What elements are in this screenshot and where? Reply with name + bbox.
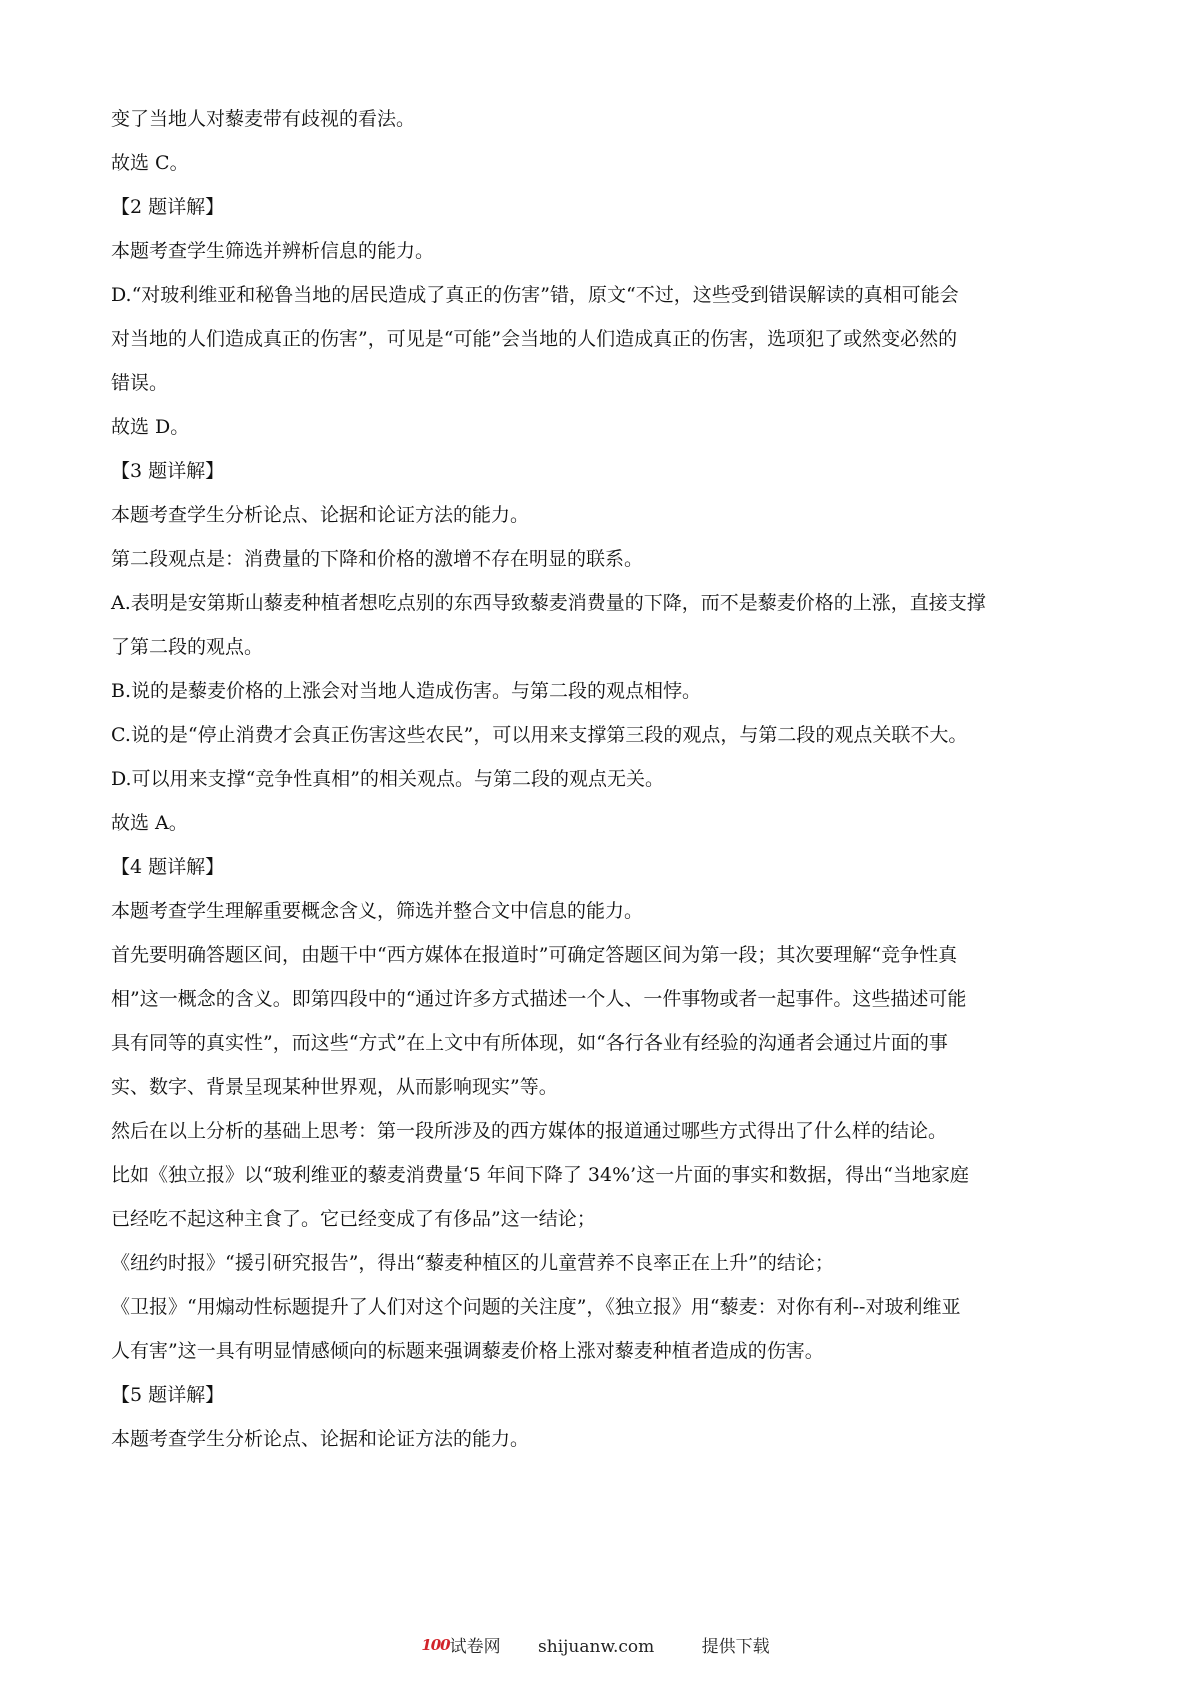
footer-brand[interactable]	[421, 1632, 500, 1657]
text-line: 故选 D。	[111, 416, 190, 438]
text-line: 比如《独立报》以“玻利维亚的藜麦消费量‘5 年间下降了 34%’这一片面的事实和数据，得出“当地家庭	[111, 1164, 969, 1186]
text-line: 了第二段的观点。	[111, 636, 264, 658]
download-note: 提供下载	[701, 1637, 770, 1657]
text-line: 首先要明确答题区间，由题干中“西方媒体在报道时”可确定答题区间为第一段；其次要理解“竞争性真	[111, 944, 958, 966]
text-line: 实、数字、背景呈现某种世界观，从而影响现实”等。	[111, 1076, 558, 1098]
text-line: 相”这一概念的含义。即第四段中的“通过许多方式描述一个人、一件事物或者一起事件。这些描述可能	[111, 988, 967, 1010]
text-line: 第二段观点是：消费量的下降和价格的激增不存在明显的联系。	[111, 548, 644, 570]
text-line: 错误。	[111, 372, 169, 394]
text-line: C.说的是“停止消费才会真正伤害这些农民”，可以用来支撑第三段的观点，与第二段的观点关联不大。	[111, 724, 968, 746]
text-line: 故选 C。	[111, 152, 189, 174]
section-heading: 【2 题详解】	[111, 196, 225, 218]
text-line: 本题考查学生理解重要概念含义，筛选并整合文中信息的能力。	[111, 900, 644, 922]
text-line: D.“对玻利维亚和秘鲁当地的居民造成了真正的伤害”错，原文“不过，这些受到错误解读的真相可能会	[111, 284, 959, 306]
text-line: 已经吃不起这种主食了。它已经变成了有侈品”这一结论；	[111, 1208, 596, 1230]
text-line: 具有同等的真实性”，而这些“方式”在上文中有所体现，如“各行各业有经验的沟通者会通过片面的事	[111, 1032, 948, 1054]
site-logo: 100	[421, 1636, 450, 1654]
text-line: 变了当地人对藜麦带有歧视的看法。	[111, 108, 416, 130]
site-name: 试卷网	[449, 1637, 501, 1657]
document-body	[111, 97, 1086, 1461]
text-line: 对当地的人们造成真正的伤害”，可见是“可能”会当地的人们造成真正的伤害，选项犯了或然变必然的	[111, 328, 958, 350]
site-domain-link[interactable]: shijuanw.com	[538, 1637, 655, 1657]
section-heading: 【3 题详解】	[111, 460, 225, 482]
text-line: D.可以用来支撑“竞争性真相”的相关观点。与第二段的观点无关。	[111, 768, 665, 790]
text-line: 本题考查学生分析论点、论据和论证方法的能力。	[111, 1428, 530, 1450]
text-line: A.表明是安第斯山藜麦种植者想吃点别的东西导致藜麦消费量的下降，而不是藜麦价格的上涨，直接支撑	[111, 592, 986, 614]
section-heading: 【4 题详解】	[111, 856, 225, 878]
text-line: B.说的是藜麦价格的上涨会对当地人造成伤害。与第二段的观点相悖。	[111, 680, 702, 702]
text-line: 人有害”这一具有明显情感倾向的标题来强调藜麦价格上涨对藜麦种植者造成的伤害。	[111, 1340, 824, 1362]
text-line: 《纽约时报》“援引研究报告”，得出“藜麦种植区的儿童营养不良率正在上升”的结论；	[111, 1252, 834, 1274]
text-line: 本题考查学生筛选并辨析信息的能力。	[111, 240, 435, 262]
section-heading: 【5 题详解】	[111, 1384, 225, 1406]
text-line: 故选 A。	[111, 812, 188, 834]
text-line: 然后在以上分析的基础上思考：第一段所涉及的西方媒体的报道通过哪些方式得出了什么样的结论。	[111, 1120, 948, 1142]
page-footer	[0, 1632, 1191, 1657]
text-line: 本题考查学生分析论点、论据和论证方法的能力。	[111, 504, 530, 526]
text-line: 《卫报》“用煽动性标题提升了人们对这个问题的关注度”，《独立报》用“藜麦：对你有利--对玻利维亚	[111, 1296, 961, 1318]
